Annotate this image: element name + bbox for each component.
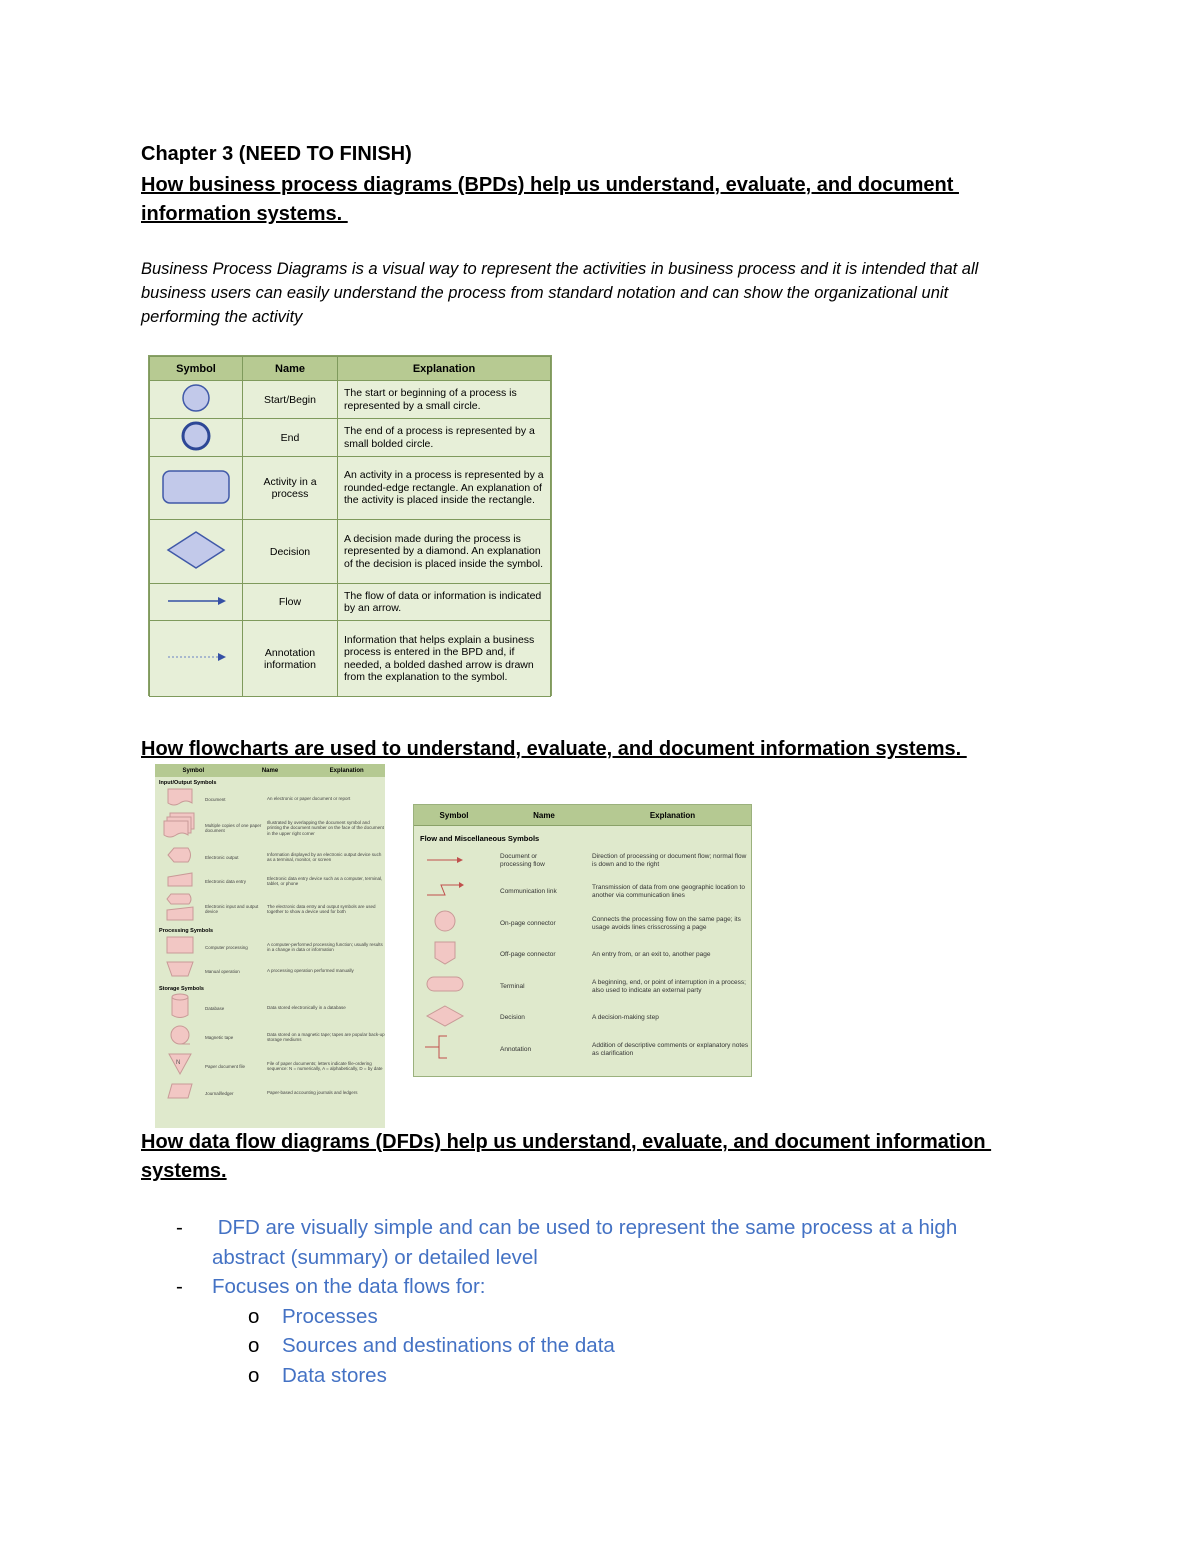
fc1-row-name: Document: [205, 796, 226, 802]
bpd-row-explanation: The end of a process is represented by a small bolded circle.: [338, 419, 551, 457]
bullet-text-line-2: abstract (summary) or detailed level: [212, 1245, 538, 1269]
table-row: [155, 935, 385, 959]
fc2-row-name: Terminal: [500, 982, 525, 990]
circle-icon: [179, 404, 213, 416]
table-row: [150, 584, 551, 621]
fc1-header-symbol: Symbol: [182, 767, 205, 774]
bpd-intro-line-1: Business Process Diagrams is a visual way to represent the activities in business process and it is intended that all: [141, 260, 979, 278]
fc1-row-explanation: Information displayed by an electronic output device such as a terminal, monitor, or screen: [267, 851, 382, 862]
journal-ledger-icon: [166, 1081, 194, 1106]
bpd-intro-line-2: business users can easily understand the process from standard notation and can show the organizational unit: [141, 284, 949, 302]
fc2-row-explanation: Addition of descriptive comments or explanatory notes as clarification: [592, 1041, 749, 1057]
rounded-rectangle-icon: [161, 496, 231, 508]
list-item: [176, 1331, 957, 1361]
dfd-heading-line-1: How data flow diagrams (DFDs) help us understand, evaluate, and document information: [141, 1131, 992, 1153]
bpd-header-explanation: Explanation: [338, 357, 551, 381]
bullet-marker: -: [176, 1216, 183, 1239]
annotation-icon: [423, 1034, 467, 1065]
fc1-row-name: Electronic input and output device: [205, 904, 259, 914]
fc1-row-explanation: The electronic data entry and output symbols are used together to show a device used for both: [267, 903, 376, 914]
fc2-row-explanation: A decision-making step: [592, 1014, 659, 1022]
fc1-row-explanation: Data stored electronically in a database: [267, 1005, 346, 1011]
bullet-marker: -: [176, 1275, 183, 1298]
fc1-row-explanation: A processing operation performed manually: [267, 968, 354, 974]
process-rectangle-icon: [165, 935, 195, 960]
fc1-row-name: Electronic data entry: [205, 878, 247, 884]
fc2-row-explanation: Transmission of data from one geographic location to another via communication lines: [592, 884, 745, 900]
bpd-heading-line-1: How business process diagrams (BPDs) help us understand, evaluate, and document: [141, 174, 959, 196]
fc2-header-name: Name: [533, 810, 555, 820]
fc1-header-name: Name: [261, 767, 279, 774]
bpd-row-name: Flow: [243, 584, 338, 621]
table-row: [150, 520, 551, 584]
table-row: [155, 959, 385, 983]
bpd-intro-paragraph: [141, 257, 1061, 329]
table-row: [155, 1081, 385, 1105]
fc1-group-storage: Storage Symbols: [159, 986, 204, 992]
fc1-row-explanation: Data stored on a magnetic tape; tapes are popular back-up storage mediums: [267, 1031, 385, 1042]
bpd-row-name: Annotation information: [243, 621, 338, 697]
fc1-row-name: Electronic output: [205, 854, 239, 860]
table-row: [414, 908, 751, 940]
manual-input-icon: [166, 869, 194, 894]
fc2-row-name: Off-page connector: [500, 951, 556, 959]
sub-bullet-marker: o: [248, 1304, 260, 1328]
bold-circle-icon: [179, 442, 213, 454]
fc2-header-symbol: Symbol: [439, 810, 469, 820]
table-row: [155, 845, 385, 869]
table-row: [155, 1051, 385, 1081]
bpd-row-explanation: The start or beginning of a process is represented by a small circle.: [338, 381, 551, 419]
fc1-row-explanation: An electronic or paper document or report: [267, 796, 351, 802]
fc1-row-explanation: File of paper documents; letters indicate file-ordering sequence: N = numerically, A = alphabetically, D = by date: [267, 1060, 383, 1071]
paper-file-icon: [167, 1052, 193, 1081]
fc2-row-name: Annotation: [500, 1045, 532, 1053]
table-row: [150, 381, 551, 419]
table-row: [155, 893, 385, 925]
table-row: [414, 971, 751, 1003]
bpd-row-name: Start/Begin: [243, 381, 338, 419]
table-row: [414, 877, 751, 909]
fc2-row-name: Document or processing flow: [500, 852, 545, 868]
bpd-intro-line-3: performing the activity: [141, 308, 303, 326]
bullet-text-line-1: DFD are visually simple and can be used to represent the same process at a high: [212, 1216, 958, 1239]
table-row: [414, 940, 751, 972]
bpd-row-explanation: The flow of data or information is indicated by an arrow.: [338, 584, 551, 621]
on-page-connector-icon: [433, 909, 457, 938]
table-row: [155, 869, 385, 893]
database-icon: [169, 992, 191, 1025]
fc1-row-explanation: Paper-based accounting journals and ledgers: [267, 1090, 358, 1096]
table-row: [150, 621, 551, 697]
fc1-row-explanation: Illustrated by overlapping the document symbol and printing the document number on the face of the document in the upper right corner: [267, 819, 384, 836]
magnetic-tape-icon: [168, 1023, 192, 1052]
fc2-row-name: Communication link: [500, 888, 557, 896]
dashed-arrow-icon: [164, 654, 228, 666]
display-icon: [166, 845, 194, 870]
fc1-row-name: Database: [205, 1005, 225, 1011]
fc2-group-flow-misc: Flow and Miscellaneous Symbols: [420, 834, 540, 843]
bpd-heading: [141, 171, 959, 229]
fc1-row-name: Manual operation: [205, 968, 240, 974]
flowchart-symbols-table-2: [413, 804, 752, 1077]
fc2-row-name: Decision: [500, 1014, 525, 1022]
table-row: [150, 457, 551, 520]
document-icon: [166, 787, 194, 812]
sub-bullet-marker: o: [248, 1363, 260, 1387]
sub-bullet-marker: o: [248, 1334, 260, 1357]
table-row: [150, 419, 551, 457]
fc2-row-name: On-page connector: [500, 919, 556, 927]
bpd-row-explanation: Information that helps explain a business process is entered in the BPD and, if needed, a bolded dashed arrow is drawn from the explanation to the symbol.: [338, 621, 551, 697]
multiple-documents-icon: [162, 811, 198, 846]
manual-operation-icon: [165, 959, 195, 984]
bpd-header-name: Name: [243, 357, 338, 381]
fc1-row-explanation: Electronic data entry device such as a computer, terminal, tablet, or phone: [267, 875, 383, 886]
list-item: [176, 1272, 957, 1302]
list-item: [176, 1213, 957, 1272]
bullet-text: Focuses on the data flows for:: [212, 1275, 486, 1298]
fc1-header-explanation: Explanation: [329, 767, 364, 774]
diamond-icon: [166, 561, 226, 573]
table-row: [155, 811, 385, 845]
terminal-icon: [425, 975, 465, 998]
dfd-heading-line-2: systems.: [141, 1160, 227, 1182]
flow-arrow-icon: [425, 852, 465, 870]
fc2-row-explanation: Direction of processing or document flow; normal flow is down and to the right: [592, 852, 747, 868]
input-output-device-icon: [165, 892, 195, 927]
fc1-row-name: Paper document file: [205, 1063, 246, 1069]
fc2-header-explanation: Explanation: [649, 810, 696, 820]
communication-link-icon: [425, 881, 465, 904]
dfd-bullet-list: [176, 1213, 957, 1390]
table-row: [155, 1023, 385, 1051]
bpd-row-name: End: [243, 419, 338, 457]
dfd-heading: [141, 1128, 991, 1186]
fc1-row-explanation: A computer-performed processing function; usually results in a change in data or information: [267, 941, 383, 952]
fc1-row-name: Multiple copies of one paper document: [205, 823, 262, 833]
fc1-row-name: Magnetic tape: [205, 1034, 234, 1040]
table-row: [414, 845, 751, 877]
sub-bullet-text: Processes: [282, 1304, 378, 1328]
fc1-row-name: Computer processing: [205, 944, 248, 950]
bpd-row-name: Activity in a process: [243, 457, 338, 520]
decision-icon: [425, 1004, 465, 1033]
flowchart-symbols-table-1: [155, 764, 385, 1128]
list-item: [176, 1302, 957, 1332]
svg-text:N: N: [176, 1059, 181, 1066]
flowchart-heading: How flowcharts are used to understand, evaluate, and document information systems.: [141, 738, 967, 760]
fc2-row-explanation: A beginning, end, or point of interruption in a process; also used to indicate an external party: [592, 978, 746, 994]
chapter-title: Chapter 3 (NEED TO FINISH): [141, 143, 412, 165]
fc1-group-processing: Processing Symbols: [159, 928, 214, 934]
list-item: [176, 1361, 957, 1391]
bpd-symbol-table: [148, 355, 552, 696]
table-row: [155, 993, 385, 1023]
sub-bullet-text: Sources and destinations of the data: [282, 1334, 615, 1357]
bpd-row-name: Decision: [243, 520, 338, 584]
bpd-row-explanation: A decision made during the process is represented by a diamond. An explanation of the decision is placed inside the symbol.: [338, 520, 551, 584]
fc2-row-explanation: Connects the processing flow on the same page; its usage avoids lines crisscrossing a page: [592, 915, 741, 931]
arrow-icon: [164, 598, 228, 610]
fc1-row-name: Journal/ledger: [205, 1090, 234, 1096]
table-row: [414, 1034, 751, 1066]
table-row: [414, 1003, 751, 1035]
bpd-heading-line-2: information systems.: [141, 203, 348, 225]
bpd-header-symbol: Symbol: [150, 357, 243, 381]
fc1-group-input-output: Input/Output Symbols: [159, 780, 217, 786]
table-row: [155, 787, 385, 811]
sub-bullet-text: Data stores: [282, 1363, 387, 1387]
off-page-connector-icon: [433, 940, 457, 971]
bpd-row-explanation: An activity in a process is represented by a rounded-edge rectangle. An explanation of the activity is placed inside the rectangle.: [338, 457, 551, 520]
fc2-row-explanation: An entry from, or an exit to, another page: [592, 951, 711, 959]
